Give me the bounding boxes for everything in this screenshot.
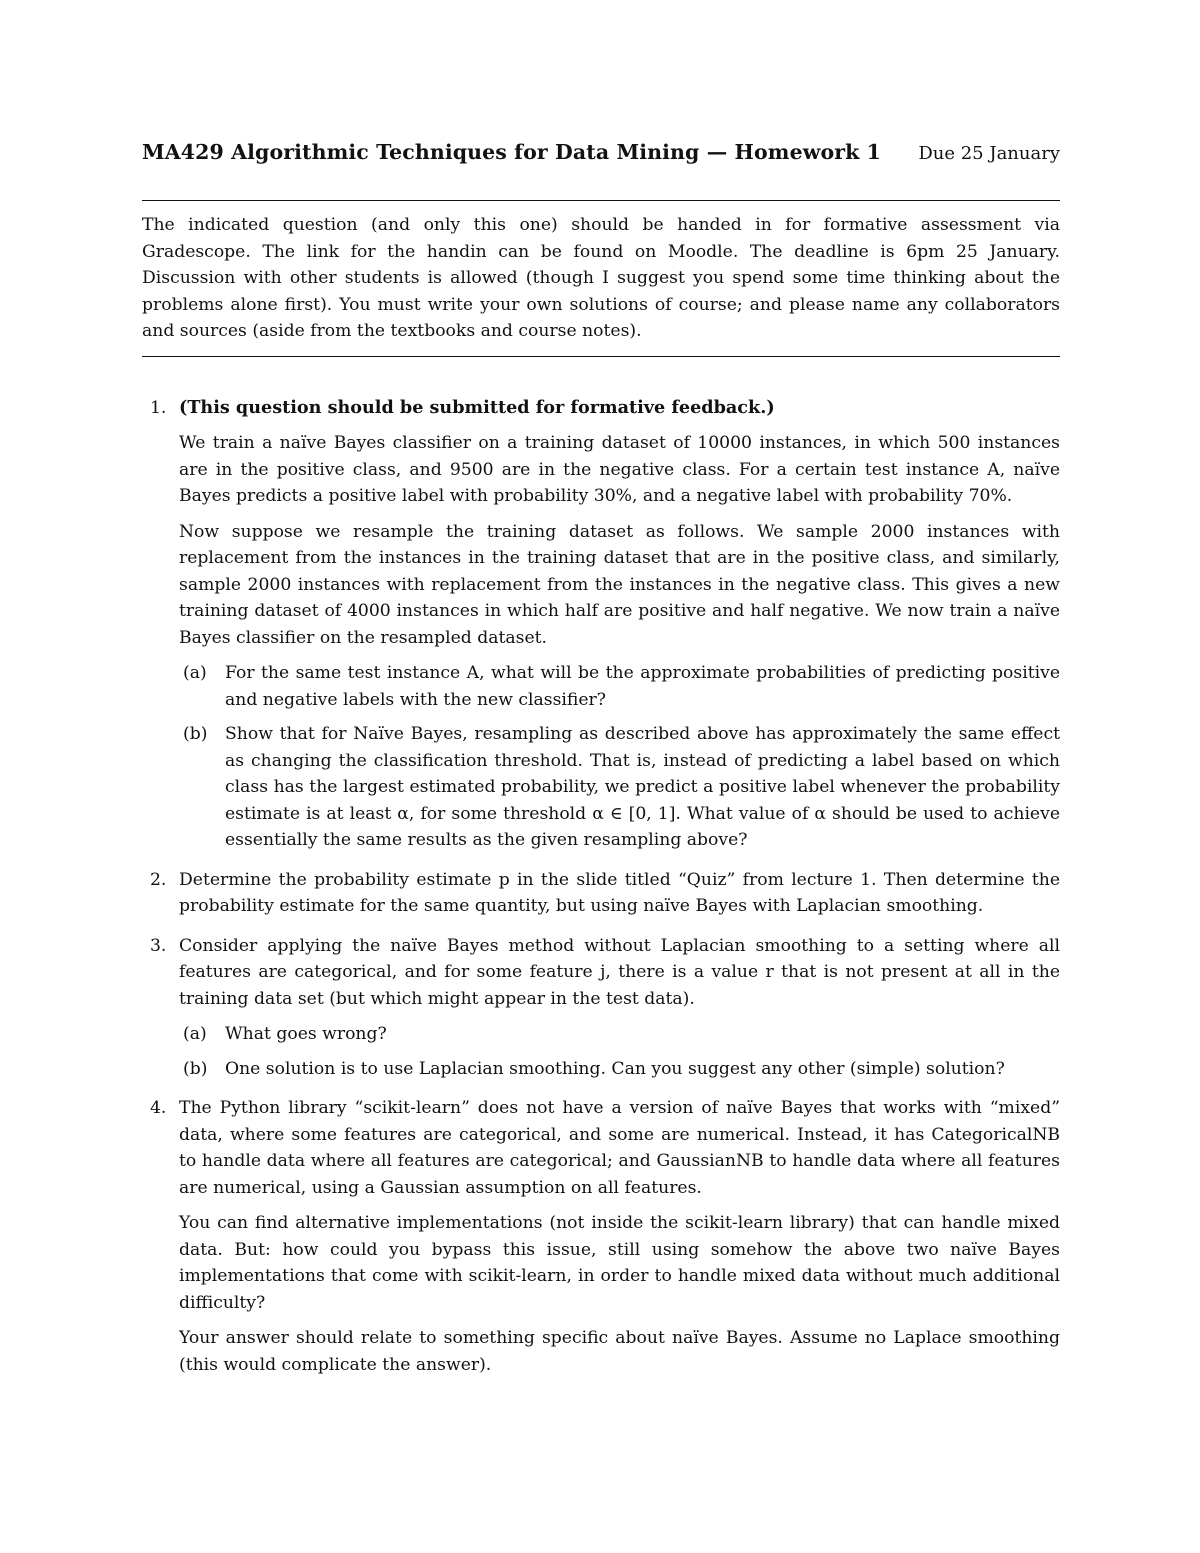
- question-number: 3.: [150, 935, 167, 956]
- part-text: What goes wrong?: [225, 1024, 387, 1044]
- question-3-text: Consider applying the naïve Bayes method without Laplacian smoothing to a setting where all features are categorical, and for some feature j, there is a value r that is not present at all in the training data set (but which might appear in the test data).: [179, 935, 1060, 1009]
- question-4-paragraph-1: The Python library “scikit-learn” does not have a version of naïve Bayes that works with “mixed” data, where some features are categorical, and some are numerical. Instead, it has CategoricalNB to handle data where all features are categorical; and GaussianNB to handle data where all features are numerical, using a Gaussian assumption on all features.: [179, 1098, 1060, 1198]
- question-number: 1.: [150, 397, 167, 418]
- question-1-part-a: [179, 660, 1060, 713]
- question-1-heading: (This question should be submitted for formative feedback.): [179, 396, 775, 418]
- question-3-part-b: [179, 1056, 1060, 1083]
- document-header: [142, 140, 1060, 174]
- question-number: 4.: [150, 1098, 167, 1118]
- question-2: [142, 867, 1060, 920]
- divider-bottom: [142, 356, 1060, 357]
- instructions-paragraph: The indicated question (and only this one) should be handed in for formative assessment via Gradescope. The link for the handin can be found on Moodle. The deadline is 6pm 25 January. Discussion with other students is allowed (though I suggest you spend some time thinking about the problems alone first). You must write your own solutions of course; and please name any collaborators and sources (aside from the textbooks and course notes).: [142, 215, 1060, 341]
- document-title: MA429 Algorithmic Techniques for Data Mining — Homework 1: [142, 140, 882, 164]
- question-number: 2.: [150, 869, 167, 890]
- part-label: (b): [183, 724, 208, 744]
- homework-page: [142, 140, 1060, 1391]
- part-text: One solution is to use Laplacian smoothing. Can you suggest any other (simple) solution?: [225, 1058, 1005, 1079]
- question-4: [142, 1095, 1060, 1378]
- question-4-paragraph-2: You can find alternative implementations (not inside the scikit-learn library) that can handle mixed data. But: how could you bypass this issue, still using somehow the above two naïve Bayes implementations that come with scikit-learn, in order to handle mixed data without much additional difficulty?: [179, 1213, 1060, 1313]
- question-2-text: Determine the probability estimate p in the slide titled “Quiz” from lecture 1. Then determine the probability estimate for the same quantity, but using naïve Bayes with Laplacian smoothing.: [179, 869, 1060, 916]
- part-label: (a): [183, 663, 207, 683]
- part-label: (b): [183, 1058, 208, 1079]
- due-date: Due 25 January: [918, 143, 1060, 164]
- question-1-paragraph-1: We train a naïve Bayes classifier on a training dataset of 10000 instances, in which 500 instances are in the positive class, and 9500 are in the negative class. For a certain test instance A, naïve Bayes predicts a positive label with probability 30%, and a negative label with probability 70%.: [179, 433, 1060, 506]
- question-1-paragraph-2: Now suppose we resample the training dataset as follows. We sample 2000 instances with replacement from the instances in the training dataset that are in the positive class, and similarly, sample 2000 instances with replacement from the instances in the negative class. This gives a new training dataset of 4000 instances in which half are positive and half negative. We now train a naïve Bayes classifier on the resampled dataset.: [179, 521, 1060, 648]
- question-3-part-a: [179, 1021, 1060, 1048]
- question-1-part-b: [179, 721, 1060, 854]
- part-text: Show that for Naïve Bayes, resampling as described above has approximately the same effect as changing the classification threshold. That is, instead of predicting a label based on which class has the largest estimated probability, we predict a positive label whenever the probability estimate is at least α, for some threshold α ∈ [0, 1]. What value of α should be used to achieve essentially the same results as the given resampling above?: [225, 724, 1060, 850]
- divider-top: [142, 200, 1060, 201]
- part-text: For the same test instance A, what will be the approximate probabilities of predicting positive and negative labels with the new classifier?: [225, 663, 1060, 710]
- question-3: [142, 933, 1060, 1083]
- question-list: [142, 395, 1060, 1379]
- part-label: (a): [183, 1024, 207, 1044]
- question-4-paragraph-3: Your answer should relate to something specific about naïve Bayes. Assume no Laplace smoothing (this would complicate the answer).: [179, 1328, 1060, 1375]
- question-1: [142, 395, 1060, 854]
